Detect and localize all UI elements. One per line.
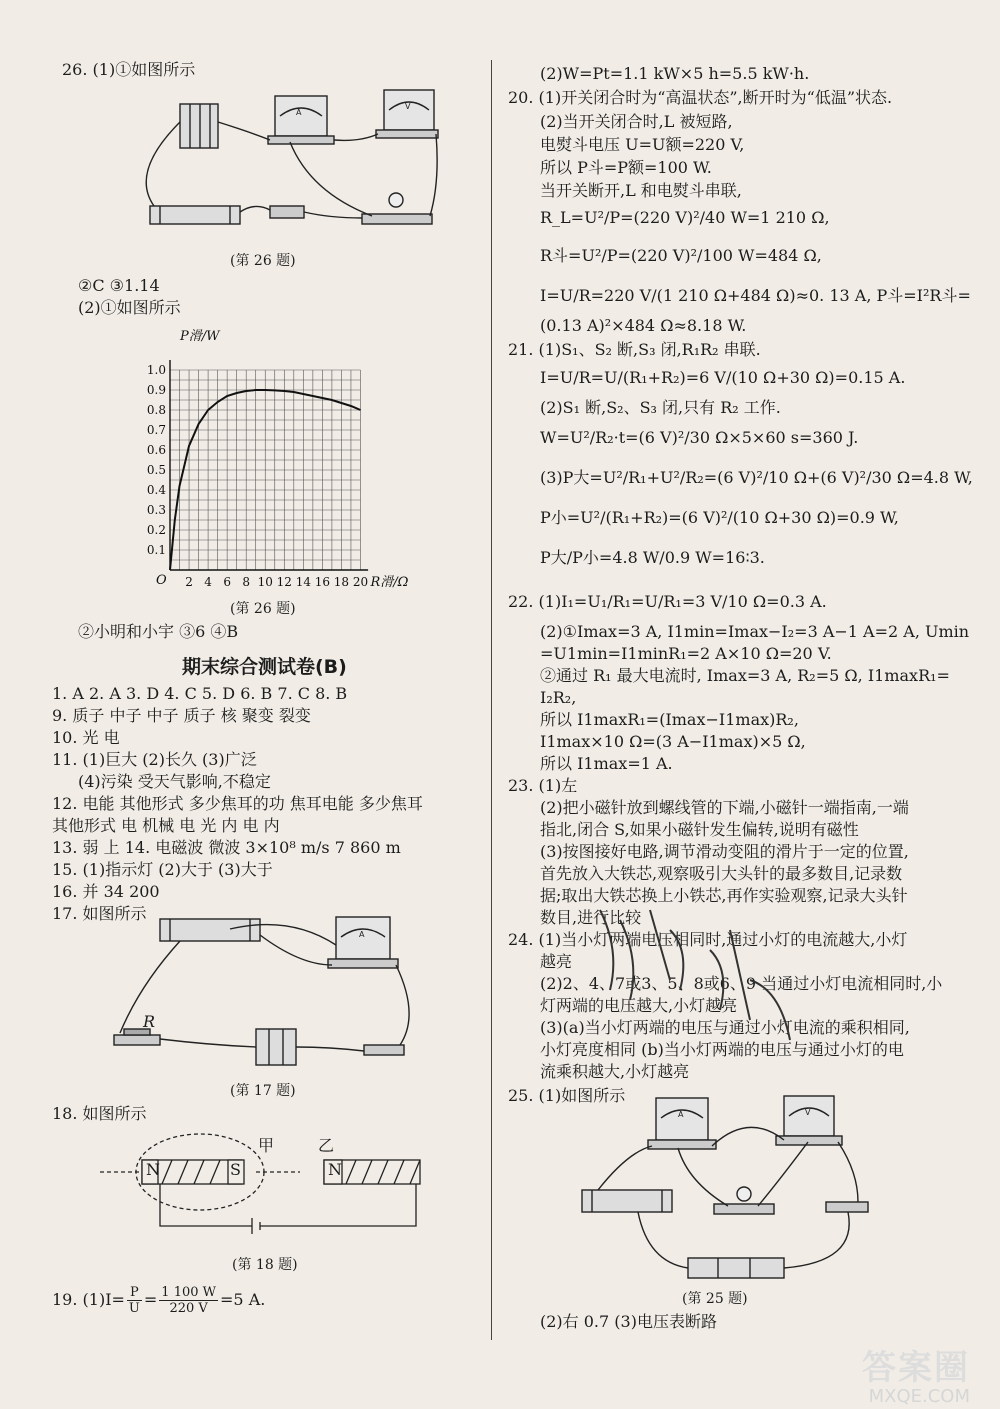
x-tick-label: 18 — [333, 575, 350, 589]
answer-19 — [52, 1285, 265, 1316]
r-line-21: ②通过 R₁ 最大电流时, Imax=3 A, R₂=5 Ω, I1maxR₁= — [540, 666, 950, 685]
svg-text:A: A — [296, 108, 302, 117]
r-line-3: (2)当开关闭合时,L 被短路, — [540, 112, 733, 131]
r-line-10: (0.13 A)²×484 Ω≈8.18 W. — [540, 316, 747, 335]
r-line-32: 数目,进行比较 — [540, 908, 642, 927]
r-line-9: I=U/R=220 V/(1 210 Ω+484 Ω)≈0. 13 A, P斗=I²R斗= — [540, 286, 971, 305]
handwritten-scribble — [580, 890, 810, 1060]
answer-16: 16. 并 34 200 — [52, 882, 160, 901]
answer-19-result: =5 A. — [220, 1290, 266, 1309]
answer-19-prefix: 19. (1)I= — [52, 1290, 125, 1309]
y-axis-label: P滑/W — [180, 329, 220, 344]
label-yi: 乙 — [318, 1136, 335, 1155]
r-line-26: 23. (1)左 — [508, 776, 578, 795]
r-line-38: 小灯亮度相同 (b)当小灯两端的电压与通过小灯的电 — [540, 1040, 904, 1059]
answer-1-8: 1. A 2. A 3. D 4. C 5. D 6. B 7. C 8. B — [52, 684, 348, 703]
answer-18: 18. 如图所示 — [52, 1104, 147, 1123]
x-tick-label: 10 — [257, 575, 273, 589]
r-line-22: I₂R₂, — [540, 688, 577, 707]
answer-10: 10. 光 电 — [52, 728, 120, 747]
circuit-diagram-25 — [578, 1092, 878, 1292]
resistor-label-R: R — [143, 1012, 156, 1031]
r-line-35: (2)2、4、7或3、5、8或6、9 当通过小灯电流相同时,小 — [540, 974, 943, 993]
r-line-28: 指北,闭合 S,如果小磁针发生偏转,说明有磁性 — [540, 820, 859, 839]
x-tick-label: 12 — [276, 575, 292, 589]
r-line-31: 据;取出大铁芯换上小铁芯,再作实验观察,记录大头针 — [540, 886, 908, 905]
caption-26a: (第 26 题) — [230, 253, 296, 269]
answer-12b: 其他形式 电 机械 电 光 内 电 内 — [52, 816, 280, 835]
caption-18: (第 18 题) — [232, 1257, 298, 1273]
r-line-23: 所以 I1maxR₁=(Imax−I1max)R₂, — [540, 710, 799, 729]
q26-answer-3: (2)①如图所示 — [78, 298, 181, 317]
r-line-29: (3)按图接好电路,调节滑动变阻的滑片于一定的位置, — [540, 842, 909, 861]
svg-text:V: V — [805, 1108, 811, 1117]
x-tick-label: 20 — [352, 575, 369, 589]
y-tick-label: 0.9 — [146, 383, 166, 397]
y-tick-label: 0.6 — [146, 443, 166, 457]
r-line-25: 所以 I1max=1 A. — [540, 754, 673, 773]
caption-25: (第 25 题) — [682, 1291, 748, 1307]
r-line-18: 22. (1)I₁=U₁/R₁=U/R₁=3 V/10 Ω=0.3 A. — [508, 592, 827, 611]
magnet-N-label: N — [328, 1160, 342, 1179]
y-tick-label: 0.2 — [146, 523, 166, 537]
y-tick-label: 0.3 — [146, 503, 166, 517]
origin-label: O — [156, 573, 167, 588]
y-tick-label: 0.8 — [146, 403, 166, 417]
r-line-5: 所以 P斗=P额=100 W. — [540, 158, 712, 177]
r-line-37: (3)(a)当小灯两端的电压与通过小灯电流的乘积相同, — [540, 1018, 910, 1037]
exam-title: 期末综合测试卷(B) — [182, 656, 347, 678]
r-line-17: P大/P小=4.8 W/0.9 W=16∶3. — [540, 548, 765, 567]
r-line-12: I=U/R=U/(R₁+R₂)=6 V/(10 Ω+30 Ω)=0.15 A. — [540, 368, 906, 387]
r-line-8: R斗=U²/P=(220 V)²/100 W=484 Ω, — [540, 246, 822, 265]
r-line-7: R_L=U²/P=(220 V)²/40 W=1 210 Ω, — [540, 208, 830, 227]
r-line-4: 电熨斗电压 U=U额=220 V, — [540, 135, 745, 154]
r-line-1: (2)W=Pt=1.1 kW×5 h=5.5 kW·h. — [540, 64, 810, 83]
r-line-24: I1max×10 Ω=(3 A−I1max)×5 Ω, — [540, 732, 806, 751]
r-line-34: 越亮 — [540, 952, 573, 971]
r-line-40: 25. (1)如图所示 — [508, 1086, 626, 1105]
svg-text:A: A — [678, 1110, 684, 1119]
power-resistance-chart — [135, 322, 455, 597]
y-tick-label: 0.1 — [146, 543, 166, 557]
frac-den-value: 220 V — [169, 1301, 208, 1316]
caption-17: (第 17 题) — [230, 1083, 296, 1099]
x-tick-label: 8 — [242, 575, 251, 589]
label-jia: 甲 — [258, 1136, 275, 1155]
r-line-19: (2)①Imax=3 A, I1min=Imax−I₂=3 A−1 A=2 A, Umin — [540, 622, 970, 641]
x-tick-label: 16 — [314, 575, 331, 589]
column-divider — [491, 60, 492, 1340]
x-axis-label: R滑/Ω — [370, 575, 409, 590]
watermark-logo: 答案圈 — [862, 1348, 970, 1388]
r-line-33: 24. (1)当小灯两端电压相同时,通过小灯的电流越大,小灯 — [508, 930, 908, 949]
r-line-2: 20. (1)开关闭合时为“高温状态”,断开时为“低温”状态. — [508, 88, 893, 107]
solenoid-N-label: N — [146, 1160, 160, 1179]
watermark-url: MXQE.COM — [868, 1386, 970, 1407]
answer-13-14: 13. 弱 上 14. 电磁波 微波 3×10⁸ m/s 7 860 m — [52, 838, 401, 857]
r-line-20: =U1min=I1minR₁=2 A×10 Ω=20 V. — [540, 644, 832, 663]
answer-11b: (4)污染 受天气影响,不稳定 — [78, 772, 271, 791]
solenoid-S-label: S — [230, 1160, 241, 1179]
fraction-p-over-u — [127, 1285, 142, 1316]
r-line-30: 首先放入大铁芯,观察吸引大头针的最多数目,记录数 — [540, 864, 903, 883]
r-line-41: (2)右 0.7 (3)电压表断路 — [540, 1312, 717, 1331]
svg-text:V: V — [405, 102, 411, 111]
q26-heading: 26. (1)①如图所示 — [62, 60, 196, 79]
circuit-diagram-17 — [100, 905, 420, 1075]
q26-answer-2: ②C ③1.14 — [78, 276, 160, 295]
r-line-13: (2)S₁ 断,S₂、S₃ 闭,只有 R₂ 工作. — [540, 398, 781, 417]
q26-answer-4: ②小明和小宇 ③6 ④B — [78, 622, 239, 641]
circuit-diagram-26 — [140, 82, 440, 242]
r-line-27: (2)把小磁针放到螺线管的下端,小磁针一端指南,一端 — [540, 798, 909, 817]
frac-num: P — [127, 1285, 142, 1301]
answer-11a: 11. (1)巨大 (2)长久 (3)广泛 — [52, 750, 257, 769]
y-tick-label: 1.0 — [146, 363, 166, 377]
chart-caption: (第 26 题) — [230, 601, 296, 617]
answer-15: 15. (1)指示灯 (2)大于 (3)大于 — [52, 860, 273, 879]
r-line-16: P小=U²/(R₁+R₂)=(6 V)²/(10 Ω+30 Ω)=0.9 W, — [540, 508, 899, 527]
x-tick-label: 4 — [204, 575, 212, 589]
frac-num-value: 1 100 W — [161, 1285, 217, 1300]
r-line-11: 21. (1)S₁、S₂ 断,S₃ 闭,R₁R₂ 串联. — [508, 340, 761, 359]
r-line-14: W=U²/R₂·t=(6 V)²/30 Ω×5×60 s=360 J. — [540, 428, 859, 447]
r-line-39: 流乘积越大,小灯越亮 — [540, 1062, 690, 1081]
r-line-15: (3)P大=U²/R₁+U²/R₂=(6 V)²/10 Ω+(6 V)²/30 Ω=4.8 W, — [540, 468, 973, 487]
y-tick-label: 0.5 — [146, 463, 166, 477]
r-line-36: 灯两端的电压越大,小灯越亮 — [540, 996, 738, 1015]
x-tick-label: 14 — [295, 575, 311, 589]
x-tick-label: 6 — [223, 575, 231, 589]
r-line-6: 当开关断开,L 和电熨斗串联, — [540, 181, 742, 200]
x-tick-label: 2 — [185, 575, 193, 589]
answer-17: 17. 如图所示 — [52, 904, 147, 923]
y-tick-label: 0.7 — [146, 423, 166, 437]
answer-12a: 12. 电能 其他形式 多少焦耳的功 焦耳电能 多少焦耳 — [52, 794, 423, 813]
svg-text:A: A — [359, 930, 365, 939]
frac-den: U — [128, 1301, 140, 1316]
equals: = — [143, 1290, 158, 1309]
answer-9: 9. 质子 中子 中子 质子 核 聚变 裂变 — [52, 706, 311, 725]
fraction-values — [159, 1285, 218, 1316]
y-tick-label: 0.4 — [146, 483, 166, 497]
